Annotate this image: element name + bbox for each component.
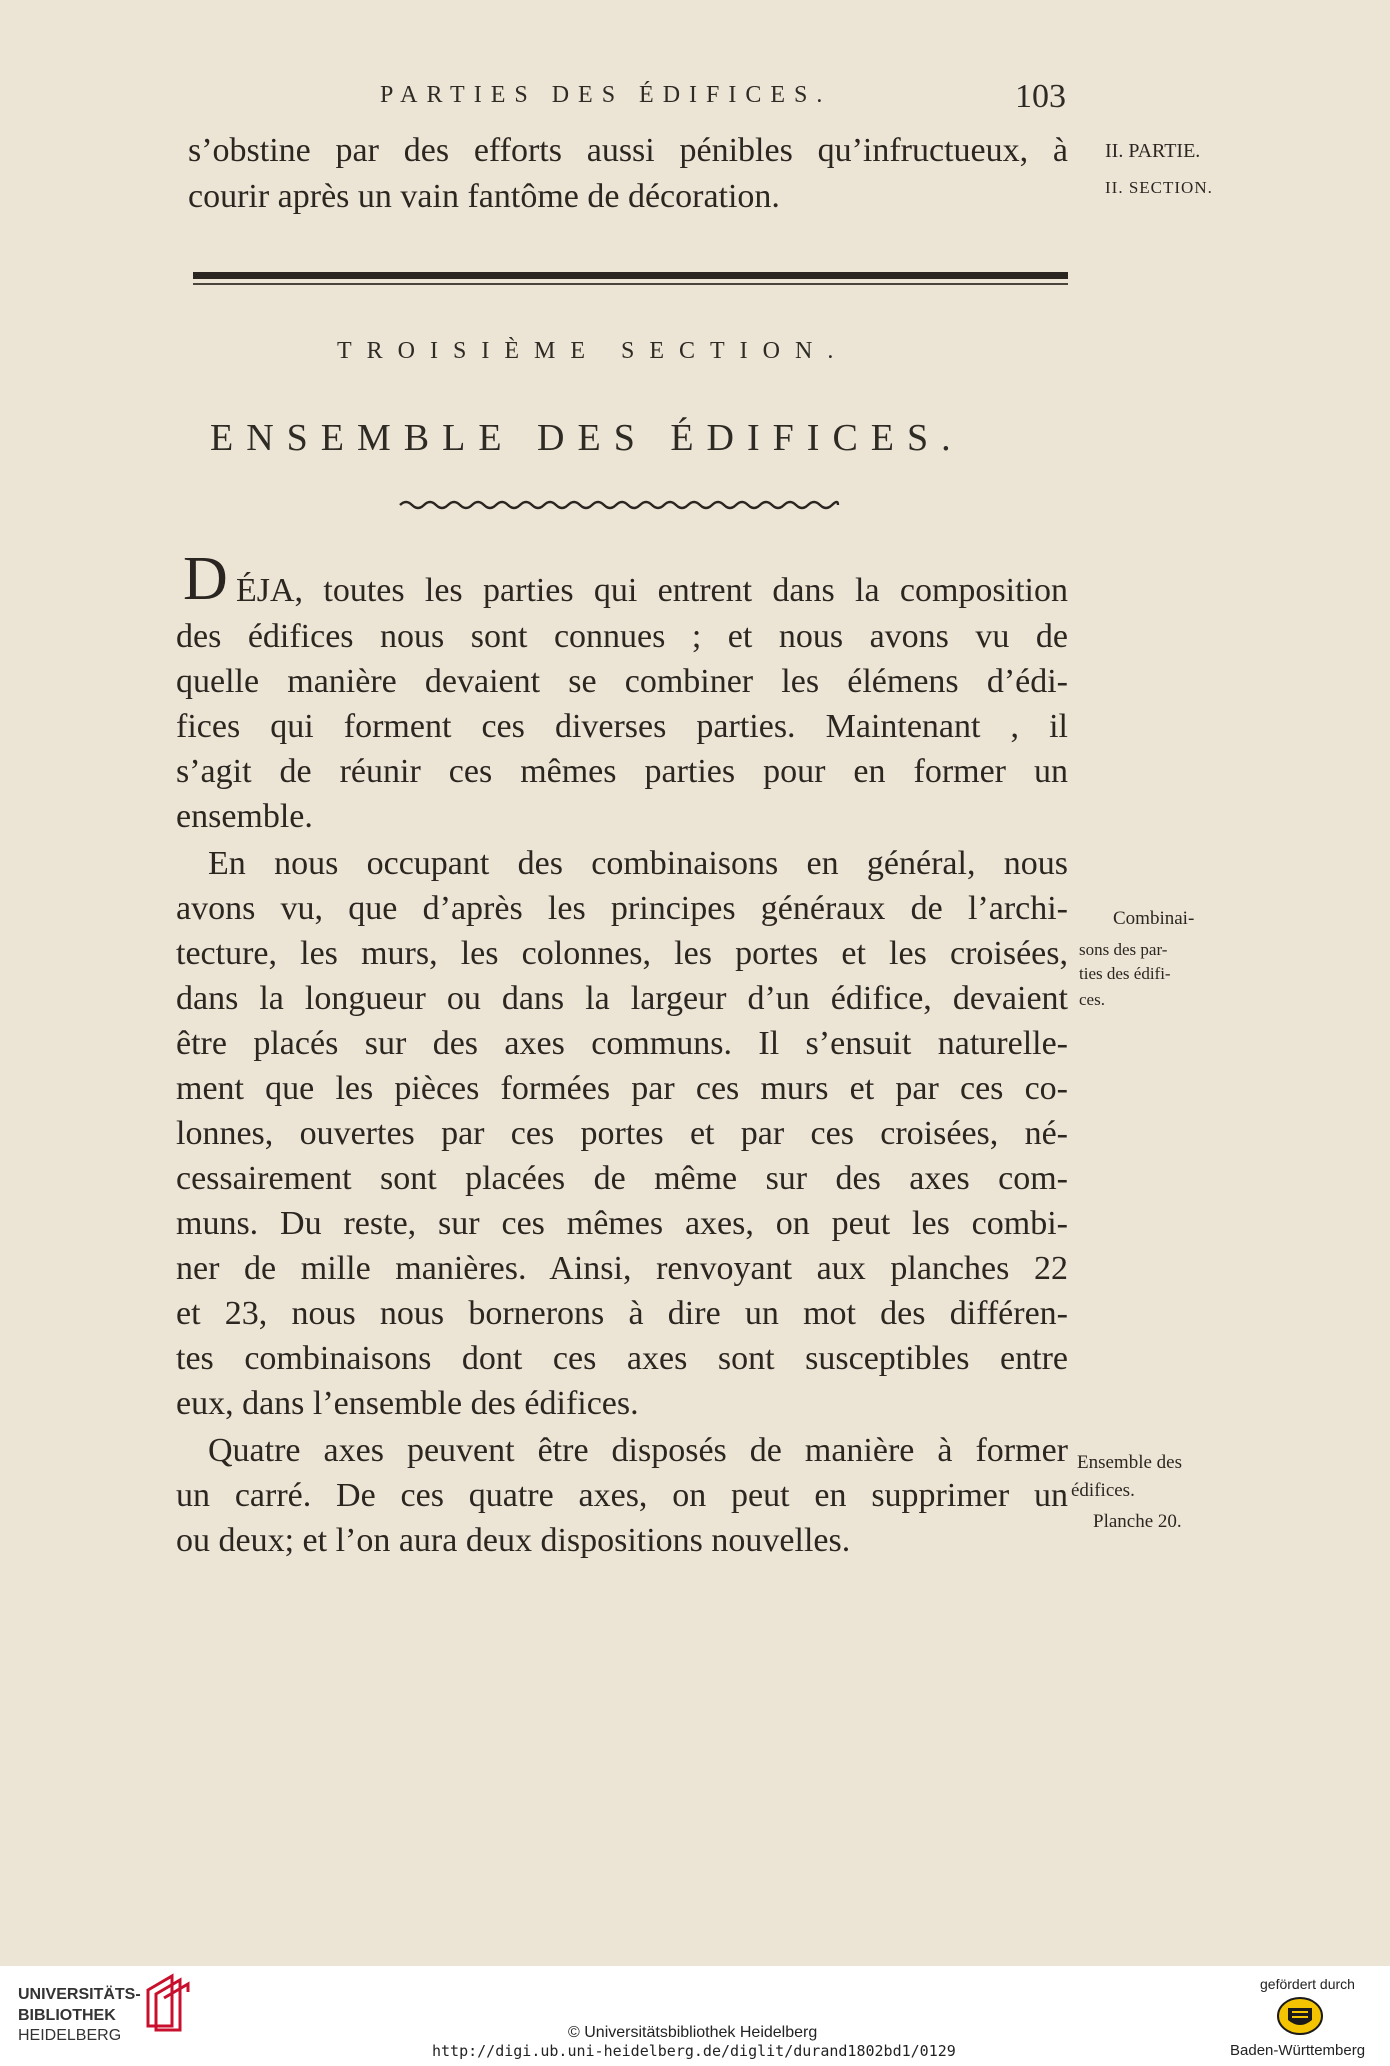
paragraph-line: cessairement sont placées de même sur des axes com- — [176, 1160, 1068, 1197]
paragraph-line: ner de mille manières. Ainsi, renvoyant aux planches 22 — [176, 1250, 1068, 1287]
paragraph-line: lonnes, ouvertes par ces portes et par ces croisées, né- — [176, 1115, 1068, 1152]
margin-part: II. PARTIE. — [1105, 140, 1201, 162]
paragraph-line: et 23, nous nous bornerons à dire un mot des différen- — [176, 1295, 1068, 1332]
section-label: TROISIÈME SECTION. — [337, 338, 849, 364]
baden-wuerttemberg-crest-icon — [1275, 1996, 1325, 2036]
library-name-line: BIBLIOTHEK — [18, 2007, 116, 2024]
paragraph-line: tes combinaisons dont ces axes sont susceptibles entre — [176, 1340, 1068, 1377]
drop-cap: D — [183, 545, 228, 613]
paragraph-line: ÉJA, toutes les parties qui entrent dans la composition — [236, 572, 1068, 609]
paragraph-line: dans la longueur ou dans la largeur d’un édifice, devaient — [176, 980, 1068, 1017]
funder-name: Baden-Württemberg — [1230, 2042, 1366, 2059]
paragraph-line: avons vu, que d’après les principes généraux de l’archi- — [176, 890, 1068, 927]
paragraph-line: muns. Du reste, sur ces mêmes axes, on peut les combi- — [176, 1205, 1068, 1242]
page-number: 103 — [1015, 78, 1066, 115]
funded-by-label: gefördert durch — [1260, 1976, 1355, 1992]
copyright-line: © Universitätsbibliothek Heidelberg — [568, 2024, 818, 2041]
margin-section: II. SECTION. — [1105, 178, 1213, 197]
paragraph-line: En nous occupant des combinaisons en général, nous — [208, 845, 1068, 882]
margin-note-line: Planche 20. — [1093, 1511, 1182, 1532]
paragraph-line: eux, dans l’ensemble des édifices. — [176, 1385, 639, 1422]
paragraph-line: Quatre axes peuvent être disposés de manière à former — [208, 1432, 1068, 1469]
paragraph-line: être placés sur des axes communs. Il s’ensuit naturelle- — [176, 1025, 1068, 1062]
paragraph-line: quelle manière devaient se combiner les élémens d’édi- — [176, 663, 1068, 700]
ornament-divider — [398, 498, 840, 510]
permalink-link[interactable]: http://digi.ub.uni-heidelberg.de/diglit/durand1802bd1/0129 — [432, 2042, 956, 2060]
paragraph-line: tecture, les murs, les colonnes, les portes et les croisées, — [176, 935, 1068, 972]
margin-note-line: Combinai- — [1113, 908, 1195, 929]
carryover-line: s’obstine par des efforts aussi pénibles qu’infructueux, à — [188, 132, 1068, 169]
margin-note-line: Ensemble des — [1077, 1452, 1183, 1473]
paragraph-line: s’agit de réunir ces mêmes parties pour en former un — [176, 753, 1068, 790]
paragraph-line: ou deux; et l’on aura deux dispositions nouvelles. — [176, 1522, 851, 1559]
margin-note-line: édifices. — [1071, 1480, 1135, 1501]
library-name-line: HEIDELBERG — [18, 2027, 122, 2044]
margin-note-line: ces. — [1079, 990, 1105, 1009]
paragraph-line: des édifices nous sont connues ; et nous avons vu de — [176, 618, 1068, 655]
section-title: ENSEMBLE DES ÉDIFICES. — [210, 417, 964, 459]
section-rule — [193, 272, 1068, 279]
paragraph-line: fices qui forment ces diverses parties. Maintenant , il — [176, 708, 1068, 745]
margin-note-line: ties des édifi- — [1079, 964, 1171, 983]
paragraph-line: un carré. De ces quatre axes, on peut en supprimer un — [176, 1477, 1068, 1514]
margin-note-line: sons des par- — [1079, 940, 1168, 959]
carryover-line: courir après un vain fantôme de décoration. — [188, 178, 780, 215]
library-logo-icon — [142, 1970, 192, 2032]
running-head: PARTIES DES ÉDIFICES. — [380, 82, 832, 108]
paragraph-line: ment que les pièces formées par ces murs et par ces co- — [176, 1070, 1068, 1107]
library-name-line: UNIVERSITÄTS- — [18, 1986, 141, 2003]
section-rule-thin — [193, 283, 1068, 285]
paragraph-line: ensemble. — [176, 798, 313, 835]
